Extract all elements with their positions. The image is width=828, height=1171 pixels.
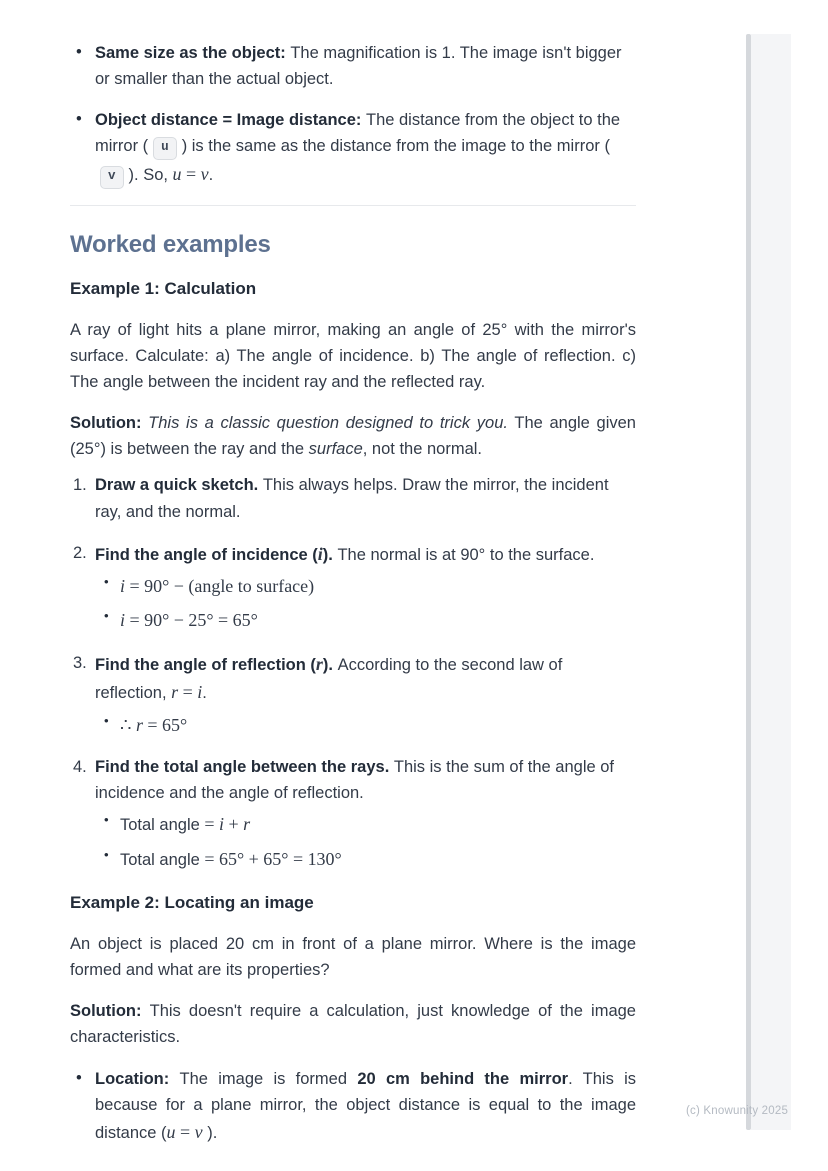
text-run: r [135,714,143,735]
math-expression [120,714,188,735]
text-run: Location: [95,1069,180,1088]
bullet-marker: • [104,573,109,589]
step-number: 4. [73,758,87,777]
text-run: Same size as the object: [95,44,291,62]
step-item [70,650,636,739]
text-run: The magnification is 1. The image isn't bigger or smaller than the actual object. [95,44,622,89]
example2-solution [70,998,636,1050]
text-run: ). [202,1123,218,1142]
text-run: Find the total angle between the rays. [95,758,394,777]
step-text [95,543,595,564]
key-points-list [70,40,636,189]
text-run: Find the angle of reflection ( [95,655,316,674]
page-content [70,40,636,1161]
text-run: i [197,682,203,703]
list-item-text [95,1070,636,1142]
text-run: = 65° [142,714,188,735]
text-run: , not the normal. [362,440,482,459]
text-run: Total angle [120,816,205,835]
text-run: 20 cm behind the mirror [357,1069,569,1088]
text-run: surface [308,440,363,459]
math-expression [120,848,342,869]
text-run: This is a classic question designed to trick you. [148,414,508,433]
step-item [70,754,636,873]
math-expression [120,612,258,630]
text-run: Total angle [120,850,205,869]
text-run: ). [322,655,338,674]
list-item [70,107,636,188]
text-run: . [208,165,214,184]
text-run: The normal is at 90° to the surface. [337,545,595,564]
copyright-watermark: (c) Knowunity 2025 [686,1105,789,1117]
scrollbar-track [751,34,791,1130]
text-run: According to the second law of reflection, [95,655,563,703]
step-text [95,476,609,520]
text-run: r [315,653,323,674]
text-run: The image is formed [179,1069,358,1088]
list-item [70,40,636,92]
sub-item [95,572,636,600]
text-run: Solution: [70,414,149,433]
sub-item [95,810,636,838]
step-number: 1. [73,476,87,495]
text-run: + [224,814,244,835]
example2-problem: An object is placed 20 cm in front of a plane mirror. Where is the image formed and what are its properties? [70,935,636,980]
example1-solution [70,410,636,462]
text-run: . [202,684,207,703]
step-sublist [95,572,636,635]
text-run: . This is because for a plane mirror, the object distance is equal to the image distance ( [95,1069,637,1142]
text-run: i [219,814,225,835]
text-run: r [171,682,179,703]
text-run: = [204,814,220,835]
sub-item [95,845,636,873]
text-run: = [181,163,201,184]
text-run: v [194,1121,203,1142]
text-run: = [175,1121,195,1142]
text-run: This is the sum of the angle of incidence and the angle of reflection. [95,758,615,803]
step-number: 2. [73,543,87,562]
scrollbar-thumb[interactable] [746,34,751,1130]
text-run: ∴ [120,714,136,735]
text-run: The distance from the object to the mirror ( [95,111,621,156]
section-heading: Worked examples [70,230,271,258]
text-run: u [166,1121,176,1142]
text-run: Solution: [70,1002,150,1021]
bullet-marker: • [104,812,109,828]
math-expression [120,575,315,596]
text-run: = 90° − 25° = 65° [125,610,258,631]
step-text [95,653,563,703]
example1-problem: A ray of light hits a plane mirror, making an angle of 25° with the mirror's surface. Calculate: a) The angle of incidence. b) The angle of reflection. c) The angle between the incident ray and the reflected ray. [70,321,636,392]
text-run: i [120,610,125,631]
text-run: u [172,163,182,184]
math-expression [120,816,250,834]
sub-item [95,606,636,634]
text-run: This doesn't require a calculation, just knowledge of the image characteristics. [70,1002,636,1047]
bullet-marker: • [104,846,109,862]
bullet-marker: • [104,712,109,728]
text-run: v [200,163,209,184]
text-run: ). So, [128,165,173,184]
example1-heading: Example 1: Calculation [70,278,257,298]
text-run: ). [322,545,338,564]
list-item [70,1066,636,1147]
text-run: Find the angle of incidence ( [95,545,318,564]
inline-code-chip: v [100,166,124,189]
step-item [70,472,636,524]
text-run: The angle given (25°) is between the ray and the [70,414,636,459]
text-run: = [178,682,198,703]
text-run: i [120,575,125,596]
text-run: r [243,814,251,835]
bullet-marker: • [76,43,82,61]
bullet-marker: • [76,1068,82,1087]
properties-list [70,1066,636,1147]
step-number: 3. [73,653,87,672]
text-run: i [317,543,323,564]
step-sublist [95,711,636,739]
text-run: = 90° − (angle to surface) [125,575,315,596]
step-sublist [95,810,636,873]
text-run: = 65° + 65° = 130° [204,848,342,869]
step-item [70,540,636,635]
list-item-text [95,44,622,88]
list-item-text [95,111,620,184]
solution-steps-list [70,472,636,873]
example2-heading: Example 2: Locating an image [70,892,314,912]
divider [70,205,636,206]
text-run: This always helps. Draw the mirror, the incident ray, and the normal. [95,476,609,521]
text-run: Draw a quick sketch. [95,476,263,495]
text-run: Object distance = Image distance: [95,111,366,130]
bullet-marker: • [76,110,82,129]
step-text [95,758,614,802]
text-run: ) is the same as the distance from the image to the mirror ( [181,137,610,156]
bullet-marker: • [104,608,109,624]
inline-code-chip: u [153,137,177,160]
sub-item [95,711,636,739]
